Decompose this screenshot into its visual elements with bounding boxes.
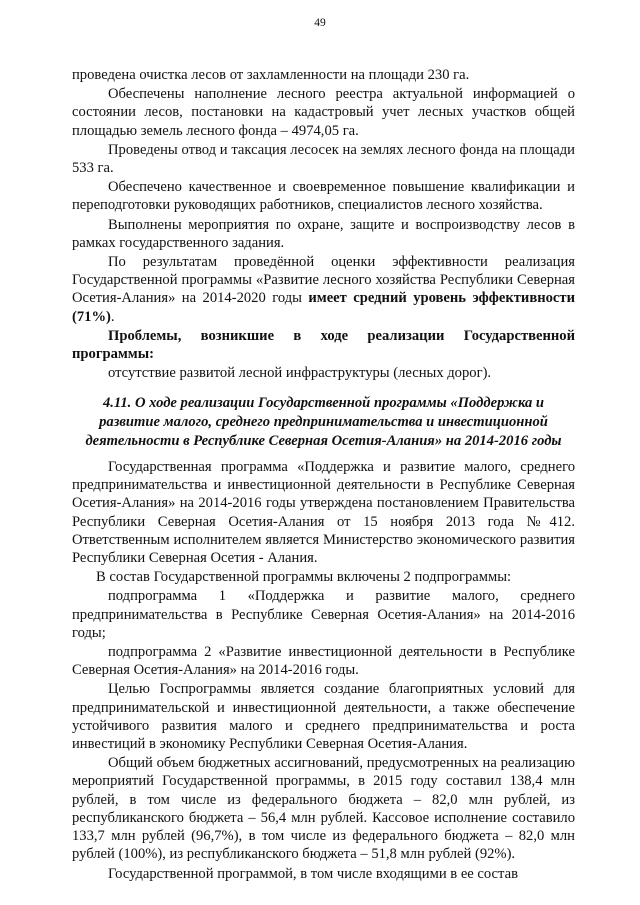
evaluation-text: По результатам проведённой оценки эффективности реализация Государственной программы «Развитие лесного хозяйства Республики Северная Осетия-Алания» на 2014-2020 годы (72, 254, 575, 307)
paragraph: Обеспечены наполнение лесного реестра актуальной информацией о состоянии лесов, постановки на кадастровый учет лесных участков общей площадью земель лесного фонда – 4974,05 га. (72, 86, 575, 139)
paragraph: подпрограмма 1 «Поддержка и развитие малого, среднего предпринимательства в Республике Северная Осетия-Алания» на 2014-2016 годы; (72, 588, 575, 641)
paragraph: подпрограмма 2 «Развитие инвестиционной деятельности в Республике Северная Осетия-Алания» на 2014-2016 годы. (72, 644, 575, 679)
paragraph: Целью Госпрограммы является создание благоприятных условий для предпринимательской и инвестиционной деятельности, а также обеспечение устойчивого развития малого и среднего предпринимательства и роста инвестиций в экономику Республики Северная Осетия-Алания. (72, 681, 575, 753)
top-section (72, 66, 575, 382)
paragraph: Общий объем бюджетных ассигнований, предусмотренных на реализацию мероприятий Государственной программы, в 2015 году составил 138,4 млн рублей, в том числе из федерального бюджета – 82,0 млн рублей, из республиканского бюджета – 56,4 млн рублей. Кассовое исполнение составило 133,7 млн рублей (96,7%), в том числе из федерального бюджета – 82,0 млн рублей (100%), из республиканского бюджета – 51,8 млн рублей (92%). (72, 755, 575, 863)
paragraph: Проведены отвод и таксация лесосек на землях лесного фонда на площади 533 га. (72, 141, 575, 177)
program-section (72, 458, 575, 884)
paragraph: Выполнены мероприятия по охране, защите и воспроизводству лесов в рамках государственного задания. (72, 216, 575, 251)
paragraph: Обеспечено качественное и своевременное повышение квалификации и переподготовки руководящих работников, специалистов лесного хозяйства. (72, 179, 575, 214)
problems-heading: Проблемы, возникшие в ходе реализации Государственной программы: (72, 327, 575, 363)
section-heading: 4.11. О ходе реализации Государственной программы «Поддержка и развитие малого, среднего предпринимательства и инвестиционной деятельности в Республике Северная Осетия-Алания» на 2014-2016 годы (85, 395, 562, 449)
evaluation-end: . (110, 308, 115, 325)
evaluation-result: имеет средний уровень эффективности (71%) (72, 290, 575, 325)
paragraph: Государственной программой, в том числе входящими в ее состав (108, 866, 518, 883)
paragraph: отсутствие развитой лесной инфраструктуры (лесных дорог). (108, 365, 492, 382)
paragraph: Государственная программа «Поддержка и развитие малого, среднего предпринимательства и инвестиционной деятельности в Республике Северная Осетия-Алания» на 2014-2016 годы утверждена постановлением Правительства Республики Северная Осетия-Алания от 15 ноября 2013 года №412. Ответственным исполнителем является Министерство экономического развития Республики Северная Осетия - Алания. (72, 459, 575, 567)
paragraph: проведена очистка лесов от захламленности на площади 230 га. (72, 67, 470, 83)
paragraph-evaluation (72, 253, 575, 326)
page-number: 49 (314, 17, 326, 29)
paragraph: В состав Государственной программы включены 2 подпрограммы: (96, 569, 512, 586)
